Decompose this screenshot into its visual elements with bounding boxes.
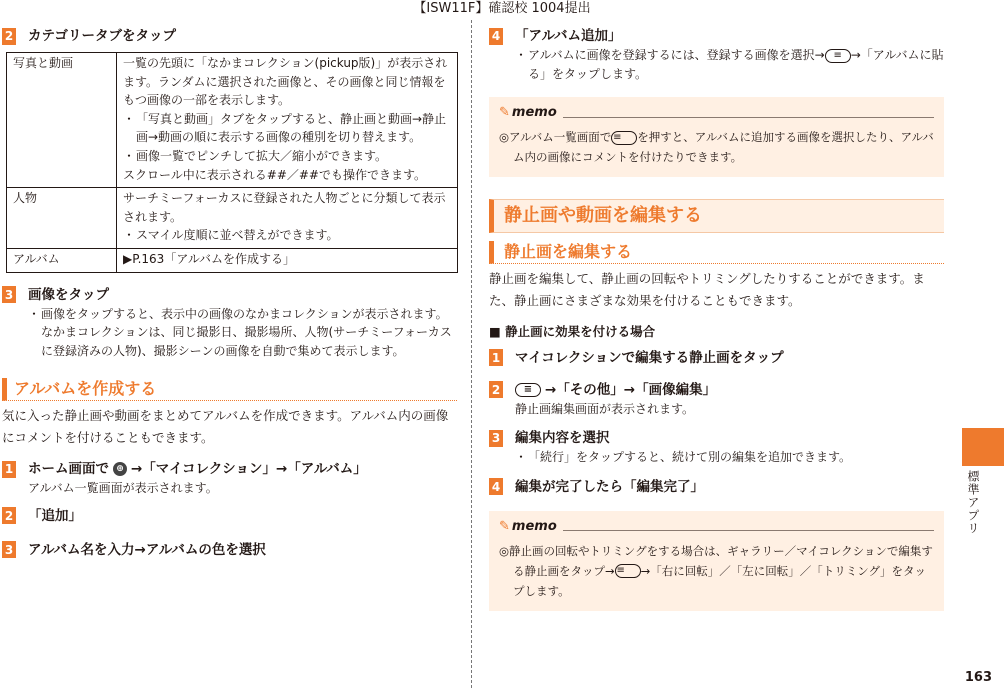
step-4-heading xyxy=(489,26,944,46)
list-item: ・ 「写真と動画」タブをタップすると、静止画と動画→静止画→動画の順に表示する画像の種別を切り替えます。 xyxy=(123,110,451,147)
step-number: 2 xyxy=(2,28,16,45)
memo-text-b: を押すと、アルバムに追加する画像を選択したり、アルバム内の画像にコメントを付けたりできます。 xyxy=(513,130,934,165)
table-text: サーチミーフォーカスに登録された人物ごとに分類して表示されます。 xyxy=(123,191,446,224)
memo-text-a: ◎静止画の回転やトリミングをする場合は、ギャラリー／マイコレクションで編集する静止画をタップ→ xyxy=(499,543,933,578)
globe-icon: ⊕ xyxy=(113,462,127,476)
table-row xyxy=(7,53,458,188)
table-key: 写真と動画 xyxy=(7,53,117,188)
memo-label: memo xyxy=(511,518,557,534)
menu-key-icon: ≡ xyxy=(615,564,641,578)
step-number: 3 xyxy=(2,541,16,558)
category-table xyxy=(6,52,458,273)
memo-text xyxy=(499,541,934,601)
album-step-2-heading xyxy=(2,506,457,526)
pencil-icon: ✎ xyxy=(499,105,510,121)
left-column xyxy=(2,22,457,560)
step-number: 2 xyxy=(2,507,16,524)
bullet-text-b: →「アルバムに貼る」をタップします。 xyxy=(528,48,944,81)
menu-key-icon: ≡ xyxy=(611,131,637,145)
edit-step-2-heading xyxy=(489,380,944,400)
memo-label: memo xyxy=(511,105,557,121)
step-title: 編集内容を選択 xyxy=(515,430,610,447)
step-title: 画像をタップ xyxy=(28,286,109,303)
memo-text xyxy=(499,127,934,167)
side-section-label: 標準アプリ xyxy=(966,470,980,535)
list-item: ・ 画像をタップすると、表示中の画像のなかまコレクションが表示されます。なかまコレクションは、同じ撮影日、撮影場所、人物(サーチミーフォーカスに登録済みの人物)、撮影シーンの画像を自動で集めて表示します。 xyxy=(28,305,457,361)
step-title: 「アルバム追加」 xyxy=(515,28,622,44)
section-title-album: アルバムを作成する xyxy=(2,378,457,401)
bullet-text-a: アルバムに画像を登録するには、登録する画像を選択→ xyxy=(528,48,825,62)
table-value xyxy=(117,53,458,188)
page-header: 【ISW11F】確認校 1004提出 xyxy=(413,1,591,16)
memo-text-b: →「右に回転」／「左に回転」／「トリミング」をタップします。 xyxy=(513,563,927,598)
step-title: →「その他」→「画像編集」 xyxy=(545,381,717,398)
album-step-1-heading xyxy=(2,459,457,479)
table-row xyxy=(7,188,458,249)
section-title-edit: 静止画や動画を編集する xyxy=(489,199,944,233)
album-paragraph: 気に入った静止画や動画をまとめてアルバムを作成できます。アルバム内の画像にコメントを付けることもできます。 xyxy=(2,408,449,446)
step-title: マイコレクションで編集する静止画をタップ xyxy=(515,349,784,366)
table-text: 一覧の先頭に「なかまコレクション(pickup版)」が表示されます。ランダムに選択された画像と、その画像と同じ情報をもつ画像の一部を表示します。 xyxy=(123,56,448,108)
right-column xyxy=(489,22,944,611)
step-number: 1 xyxy=(489,349,503,366)
memo-text-a: ◎アルバム一覧画面で xyxy=(499,130,612,145)
step-title-b: →「マイコレクション」→「アルバム」 xyxy=(131,461,367,478)
list-item: ・ スマイル度順に並べ替えができます。 xyxy=(123,226,451,245)
effect-heading: ■ 静止画に効果を付ける場合 xyxy=(489,324,656,340)
step-3-heading xyxy=(2,285,457,305)
edit-step-1-heading xyxy=(489,348,944,368)
table-key: 人物 xyxy=(7,188,117,249)
table-key: アルバム xyxy=(7,248,117,272)
subsection-title-still: 静止画を編集する xyxy=(489,241,944,264)
step-number: 2 xyxy=(489,381,503,398)
album-step-3-heading xyxy=(2,540,457,560)
menu-key-icon: ≡ xyxy=(825,49,851,63)
still-paragraph: 静止画を編集して、静止画の回転やトリミングしたりすることができます。また、静止画にさまざまな効果を付けることもできます。 xyxy=(489,271,925,309)
memo-rule xyxy=(563,117,934,118)
side-tab-marker xyxy=(962,428,1004,466)
step-description: アルバム一覧画面が表示されます。 xyxy=(28,481,218,496)
step-title: 「追加」 xyxy=(28,507,82,524)
pencil-icon: ✎ xyxy=(499,518,510,534)
table-value xyxy=(117,248,458,272)
step-description: 静止画編集画面が表示されます。 xyxy=(515,401,695,416)
step-number: 1 xyxy=(2,461,16,478)
memo-rule xyxy=(563,530,934,531)
table-row xyxy=(7,248,458,272)
memo-box xyxy=(489,511,944,611)
step-number: 4 xyxy=(489,478,503,495)
edit-step-3-heading xyxy=(489,428,944,448)
step-title: 編集が完了したら「編集完了」 xyxy=(515,478,704,495)
memo-box xyxy=(489,97,944,177)
list-item: ・ 画像一覧でピンチして拡大／縮小ができます。 xyxy=(123,147,451,166)
step-number: 4 xyxy=(489,28,503,45)
edit-step-4-heading xyxy=(489,477,944,497)
step-number: 3 xyxy=(2,286,16,303)
page-reference-link[interactable]: ▶P.163「アルバムを作成する」 xyxy=(123,251,295,266)
step-title: カテゴリータブをタップ xyxy=(28,28,176,44)
table-value xyxy=(117,188,458,249)
list-item xyxy=(515,46,944,83)
table-extra: スクロール中に表示される##／##でも操作できます。 xyxy=(123,167,427,182)
step-title: アルバム名を入力→アルバムの色を選択 xyxy=(28,541,266,558)
column-divider xyxy=(471,20,472,688)
page-number: 163 xyxy=(964,669,992,685)
step-number: 3 xyxy=(489,430,503,447)
step-2-heading xyxy=(2,26,457,46)
menu-key-icon: ≡ xyxy=(515,383,541,397)
list-item: ・ 「続行」をタップすると、続けて別の編集を追加できます。 xyxy=(515,448,944,467)
step-title-a: ホーム画面で xyxy=(28,461,109,478)
